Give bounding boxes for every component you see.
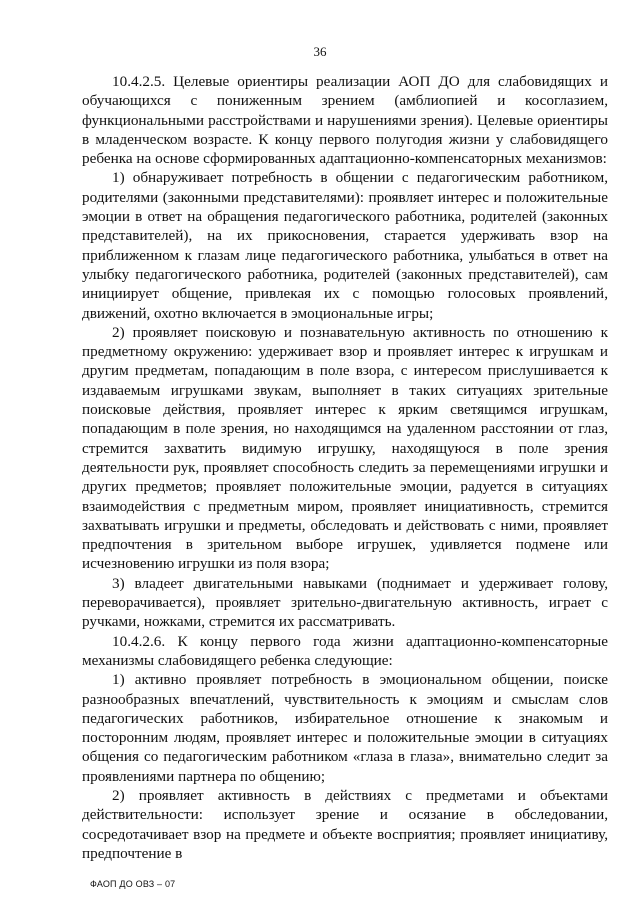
- page-footer: ФАОП ДО ОВЗ – 07: [90, 879, 176, 889]
- document-body: [82, 72, 608, 863]
- paragraph-item-3: 3) владеет двигательными навыками (поднимает и удерживает голову, переворачивается), проявляет зрительно-двигательную активность, играет с ручками, ножками, стремится их рассматривать.: [82, 574, 608, 631]
- paragraph-item-2-second: 2) проявляет активность в действиях с предметами и объектами действительности: использует зрение и осязание в обследовании, сосредотачивает взор на предмете и объекте восприятия; проявляет инициативу, предпочтение в: [82, 786, 608, 862]
- paragraph-item-1-second: 1) активно проявляет потребность в эмоциональном общении, поиске разнообразных впечатлений, чувствительность к эмоциям и смыслам слов педагогических работников, избирательное отношение к знакомым и посторонним людям, проявляет интерес и положительные эмоции в ситуациях общения со педагогическим работником «глаза в глаза», внимательно следит за проявлениями партнера по общению;: [82, 671, 608, 785]
- paragraph-10-4-2-6: 10.4.2.6. К концу первого года жизни адаптационно-компенсаторные механизмы слабовидящего ребенка следующие:: [82, 632, 608, 669]
- paragraph-item-1: 1) обнаруживает потребность в общении с педагогическим работником, родителями (законными представителями): проявляет интерес и положительные эмоции в ответ на обращения педагогического работника, родителей (законных представителей), на их прикосновения, старается удерживать взор на приближенном к глазам лице педагогического работника, улыбаться в ответ на улыбку педагогического работника, родителей (законных представителей), сам инициирует общение, привлекая их с помощью голосовых проявлений, движений, охотно включается в эмоциональные игры;: [82, 169, 608, 322]
- paragraph-10-4-2-5: 10.4.2.5. Целевые ориентиры реализации АОП ДО для слабовидящих и обучающихся с пониженным зрением (амблиопией и косоглазием, функциональными расстройствами и нарушениями зрения). Целевые ориентиры в младенческом возрасте. К концу первого полугодия жизни у слабовидящего ребенка на основе сформированных адаптационно-компенсаторных механизмов:: [82, 73, 608, 168]
- paragraph-item-2: 2) проявляет поисковую и познавательную активность по отношению к предметному окружению: удерживает взор и проявляет интерес к игрушкам и другим предметам, попадающим в поле взора, с интересом прислушивается к издаваемым игрушками звукам, выполняет в таких ситуациях зрительные поисковые действия, проявляет интерес к ярким светящимся игрушкам, попадающим в поле зрения, но находящимся на удаленном расстоянии от глаз, стремится захватить видимую игрушку, находящуюся в поле зрения деятельности рук, проявляет способность следить за перемещениями игрушки и других предметов; проявляет положительные эмоции, радуется в ситуациях взаимодействия с предметным миром, проявляет инициативность, стремится захватывать игрушки и предметы, обследовать и действовать с ними, проявляет предпочтения в зрительном выборе игрушек, удивляется подмене или исчезновению игрушки из поля взора;: [82, 323, 608, 573]
- page-number: 36: [313, 44, 327, 59]
